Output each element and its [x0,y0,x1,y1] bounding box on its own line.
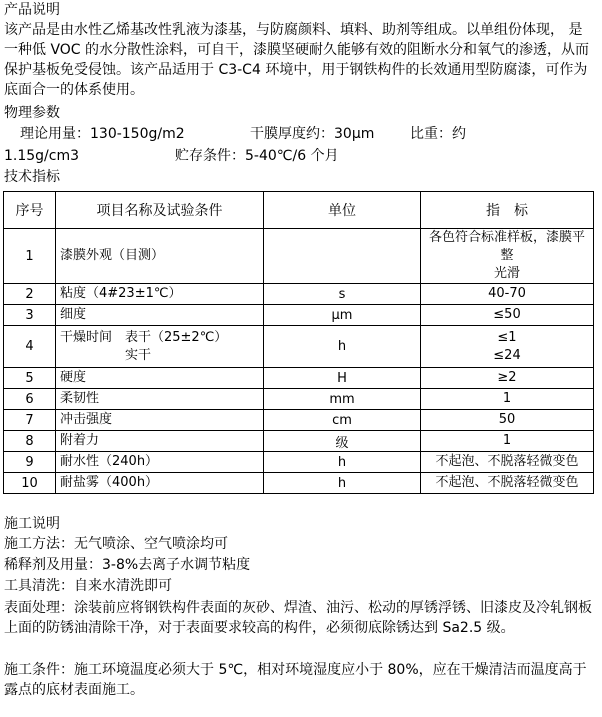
row-number: 2 [4,284,56,305]
row-item [56,305,264,326]
table-row [4,229,594,284]
construction-conditions: 施工条件：施工环境温度必须大于 5℃，相对环境湿度应小于 80%，应在干燥清洁而温度高于露点的底材表面施工。 [4,662,587,698]
row-spec-line: ≤50 [493,307,521,322]
specific-gravity-value: 1.15g/cm3 [4,148,80,164]
row-unit: H [264,368,421,389]
specific-gravity-label: 比重：约 [410,126,466,142]
table-row [4,389,594,410]
row-item-line: 柔韧性 [60,391,100,406]
row-spec-line: ≤24 [493,347,521,363]
row-item-line: 干燥时间 表干（25±2℃） [60,329,228,345]
row-spec [421,431,594,452]
row-unit [264,229,421,284]
row-item-line: 细度 [60,307,87,322]
tech-heading: 技术指标 [4,169,60,185]
row-spec [421,229,594,284]
row-unit: s [264,284,421,305]
row-spec [421,473,594,494]
storage-conditions: 贮存条件：5-40℃/6 个月 [175,148,339,164]
table-row [4,284,594,305]
row-spec-line: ≥2 [497,370,517,385]
row-number: 6 [4,389,56,410]
table-row [4,368,594,389]
row-spec-line: ≤1 [497,329,517,345]
construction-heading: 施工说明 [4,516,60,532]
table-row [4,431,594,452]
row-unit: cm [264,410,421,431]
theoretical-usage: 理论用量：130-150g/m2 [20,126,185,142]
dry-film-thickness: 干膜厚度约：30μm [250,126,375,142]
row-unit: mm [264,389,421,410]
row-spec [421,284,594,305]
table-row [4,410,594,431]
column-header-spec: 指 标 [421,192,594,229]
row-unit: h [264,473,421,494]
row-unit: h [264,452,421,473]
row-item-line: 冲击强度 [60,412,113,427]
row-item [56,389,264,410]
row-spec [421,452,594,473]
row-spec-line: 1 [502,433,512,448]
row-item-line: 硬度 [60,370,87,385]
row-item [56,229,264,284]
row-number: 1 [4,229,56,284]
row-number: 10 [4,473,56,494]
table-row [4,452,594,473]
column-header-unit: 单位 [264,192,421,229]
construction-method: 施工方法：无气喷涂、空气喷涂均可 [4,536,228,552]
row-item-line: 附着力 [60,433,100,448]
row-item-line: 实干 [60,347,152,363]
row-number: 9 [4,452,56,473]
thinner-usage: 稀释剂及用量：3-8%去离子水调节粘度 [4,557,251,573]
row-item-line: 漆膜外观（目测） [60,248,165,263]
table-row [4,305,594,326]
row-spec-line: 各色符合标准样板，漆膜平整 [428,230,585,263]
row-item [56,452,264,473]
row-spec-line: 50 [498,412,516,427]
row-unit: h [264,326,421,368]
row-number: 4 [4,326,56,368]
product-heading: 产品说明 [4,2,60,18]
row-spec-line: 光滑 [493,266,520,281]
row-number: 7 [4,410,56,431]
column-header-no: 序号 [4,192,56,229]
row-spec-line: 不起泡、不脱落轻微变色 [435,454,579,469]
row-spec-line: 1 [502,391,512,406]
row-unit: 级 [264,431,421,452]
surface-treatment: 表面处理：涂装前应将钢铁构件表面的灰砂、焊渣、油污、松动的厚锈浮锈、旧漆皮及冷轧钢板上面的防锈油清除干净，对于表面要求较高的构件，必须彻底除锈达到 Sa2.5 级。 [4,600,592,636]
physical-heading: 物理参数 [4,105,60,121]
row-number: 3 [4,305,56,326]
row-spec [421,326,594,368]
row-spec [421,368,594,389]
table-row [4,473,594,494]
tool-cleaning: 工具清洗：自来水清洗即可 [4,578,172,594]
row-spec [421,305,594,326]
row-spec-line: 40-70 [488,286,526,301]
row-spec-line: 不起泡、不脱落轻微变色 [435,475,579,490]
row-item [56,431,264,452]
row-item [56,284,264,305]
product-description: 该产品是由水性乙烯基改性乳液为漆基，与防腐颜料、填料、助剂等组成。以单组份体现， 是一种低 VOC 的水分散性涂料，可自干，漆膜坚硬耐久能够有效的阻断水分和氧气的渗透，从而保护基板免受侵蚀。该产品适用于 C3-C4 环境中，用于钢铁构件的长效通用型防腐漆，可作为底面合一的体系使用。 [4,22,590,98]
column-header-item: 项目名称及试验条件 [56,192,264,229]
row-item [56,368,264,389]
row-spec [421,389,594,410]
table-header-row [4,192,594,229]
row-number: 8 [4,431,56,452]
row-item-line: 耐水性（240h） [60,454,159,469]
table-row [4,326,594,368]
row-number: 5 [4,368,56,389]
tech-spec-table [3,191,594,494]
row-unit: μm [264,305,421,326]
row-spec [421,410,594,431]
row-item [56,473,264,494]
row-item-line: 粘度（4#23±1℃） [60,286,182,301]
row-item [56,326,264,368]
row-item-line: 耐盐雾（400h） [60,475,159,490]
row-item [56,410,264,431]
